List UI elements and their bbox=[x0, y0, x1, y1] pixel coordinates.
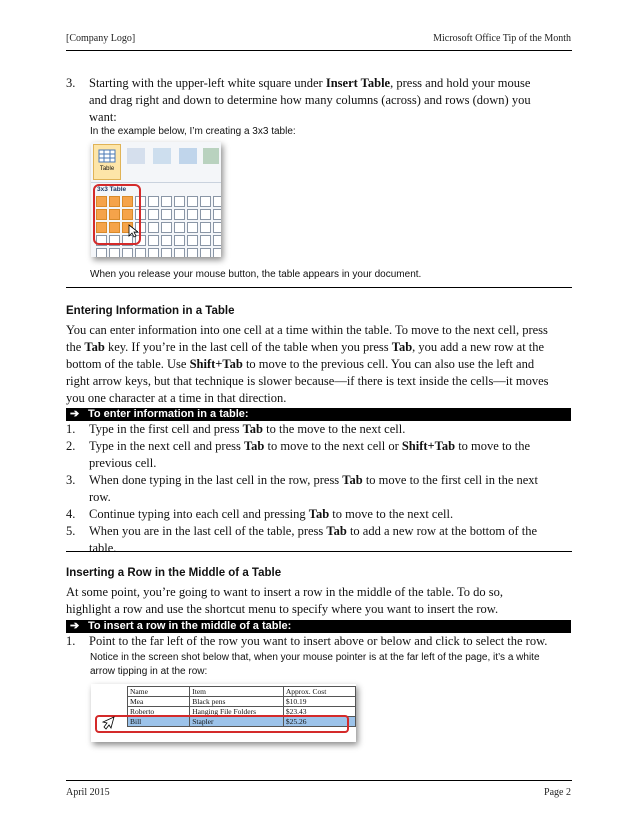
grid-cell[interactable] bbox=[161, 235, 172, 246]
grid-cell[interactable] bbox=[161, 222, 172, 233]
footer-right: Page 2 bbox=[544, 787, 571, 798]
section-rule-1 bbox=[66, 287, 572, 288]
grid-cell[interactable] bbox=[135, 248, 146, 257]
procedure-bar-enter-info: ➔ To enter information in a table: bbox=[66, 408, 571, 421]
table-row: Roberto Hanging File Folders $23.43 bbox=[128, 707, 356, 717]
grid-cell[interactable] bbox=[213, 222, 221, 233]
grid-cell[interactable] bbox=[161, 196, 172, 207]
procedure-bar-insert-row: ➔ To insert a row in the middle of a table: bbox=[66, 620, 571, 633]
grid-cell[interactable] bbox=[187, 235, 198, 246]
grid-cell[interactable] bbox=[200, 248, 211, 257]
mouse-pointer-icon bbox=[128, 224, 138, 238]
table-icon bbox=[94, 147, 120, 165]
arrow-icon: ➔ bbox=[70, 620, 80, 632]
footer-rule bbox=[66, 780, 572, 781]
after-release-note: When you release your mouse button, the table appears in your document. bbox=[90, 269, 422, 280]
grid-cell[interactable] bbox=[148, 235, 159, 246]
insert-table-screenshot bbox=[91, 142, 221, 257]
grid-cell[interactable] bbox=[148, 222, 159, 233]
grid-cell[interactable] bbox=[213, 209, 221, 220]
section-heading-entering: Entering Information in a Table bbox=[66, 305, 235, 317]
footer-left: April 2015 bbox=[66, 787, 110, 798]
table-row-selected[interactable]: Bill Stapler $25.26 bbox=[128, 717, 356, 727]
grid-cell[interactable] bbox=[174, 235, 185, 246]
header-rule bbox=[66, 50, 572, 51]
grid-cell[interactable] bbox=[200, 209, 211, 220]
row-select-screenshot bbox=[91, 684, 356, 742]
grid-cell[interactable] bbox=[148, 196, 159, 207]
grid-cell[interactable] bbox=[200, 196, 211, 207]
header-right: Microsoft Office Tip of the Month bbox=[433, 33, 571, 44]
section-2-paragraph: At some point, you’re going to want to insert a row in the middle of the table. To do so, highlight a row and use the shortcut menu to specify where you want to insert the row. bbox=[66, 585, 504, 616]
dropdown-label: 3x3 Table bbox=[97, 186, 127, 193]
step-number: 3. bbox=[66, 76, 76, 90]
table-header-row: Name Item Approx. Cost bbox=[128, 687, 356, 697]
step-3-note: In the example below, I’m creating a 3x3 table: bbox=[90, 126, 296, 137]
table-row: Mea Black pens $10.19 bbox=[128, 697, 356, 707]
grid-cell[interactable] bbox=[122, 248, 133, 257]
grid-cell[interactable] bbox=[187, 248, 198, 257]
white-arrow-pointer-icon bbox=[101, 716, 115, 730]
section-rule-2 bbox=[66, 551, 572, 552]
row-highlight bbox=[95, 715, 349, 733]
grid-cell[interactable] bbox=[200, 235, 211, 246]
grid-cell[interactable] bbox=[187, 222, 198, 233]
section-1-paragraph: You can enter information into one cell at a time within the table. To move to the next cell, press the Tab key. If you’re in the last cell of the table when you press Tab, you add a new row at the bottom of the table. Use Shift+Tab to move to the previous cell. You can also use the left and right arrow keys, but that technique is slower because—if there is text inside the cells—it moves you one character at a time in that direction. bbox=[66, 323, 549, 405]
grid-cell[interactable] bbox=[187, 209, 198, 220]
procedure-2-note: Notice in the screen shot below that, when your mouse pointer is at the far left of the page, it’s a white arrow tipping in at the row: bbox=[90, 652, 540, 677]
grid-cell[interactable] bbox=[174, 222, 185, 233]
table-button: Table bbox=[93, 144, 121, 180]
grid-cell[interactable] bbox=[161, 248, 172, 257]
grid-cell[interactable] bbox=[213, 235, 221, 246]
grid-cell[interactable] bbox=[96, 248, 107, 257]
grid-cell[interactable] bbox=[213, 248, 221, 257]
grid-cell[interactable] bbox=[161, 209, 172, 220]
grid-cell[interactable] bbox=[174, 196, 185, 207]
section-heading-inserting: Inserting a Row in the Middle of a Table bbox=[66, 567, 282, 579]
grid-cell[interactable] bbox=[213, 196, 221, 207]
shapes-icon bbox=[179, 148, 197, 164]
grid-cell[interactable] bbox=[148, 209, 159, 220]
grid-cell[interactable] bbox=[109, 248, 120, 257]
clipart-icon bbox=[153, 148, 171, 164]
picture-icon bbox=[127, 148, 145, 164]
grid-cell[interactable] bbox=[200, 222, 211, 233]
grid-cell[interactable] bbox=[174, 248, 185, 257]
grid-cell[interactable] bbox=[174, 209, 185, 220]
grid-cell[interactable] bbox=[187, 196, 198, 207]
arrow-icon: ➔ bbox=[70, 408, 80, 420]
header-left: [Company Logo] bbox=[66, 33, 136, 44]
grid-cell[interactable] bbox=[148, 248, 159, 257]
smartart-icon bbox=[203, 148, 219, 164]
